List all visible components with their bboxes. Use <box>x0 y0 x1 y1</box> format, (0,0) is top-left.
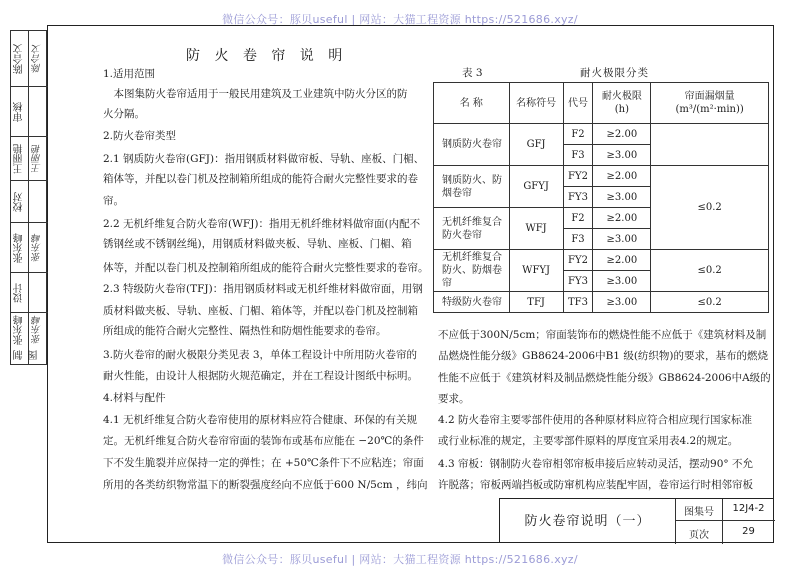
text-line: 质材料做夹板、导轨、座板、门楣、箱体等，并配以卷门机及控制箱 <box>103 305 418 317</box>
text-line: 帘。 <box>103 195 124 207</box>
cell-symbol: WFYJ <box>509 250 563 292</box>
signoff-label: 设计 <box>14 283 25 303</box>
text-line: 本图集防火卷帘适用于一般民用建筑及工业建筑中防火分区的防 <box>103 88 408 100</box>
cell-code: FY3 <box>563 187 593 208</box>
signoff-label: 校对 <box>14 192 25 212</box>
text-line: 3.防火卷帘的耐火极限分类见表 3，单体工程设计中所用防火卷帘的 <box>103 349 418 361</box>
cell-name: 无机纤维复合防火、防烟卷帘 <box>434 250 510 292</box>
header-limit: 耐火极限(h) <box>593 83 651 124</box>
cell-name: 钢质防火、防烟卷帘 <box>434 166 510 208</box>
cell-leakage: ≤0.2 <box>651 166 769 250</box>
table-row <box>434 250 769 271</box>
title-block <box>499 498 774 543</box>
text-line: 4.3 帘板：钢制防火卷帘相邻帘板串接后应转动灵活，摆动90° 不允 <box>438 458 753 470</box>
cell-limit: ≥3.00 <box>593 229 651 250</box>
watermark-top: 微信公众号：豚贝useful | 网站：大猫工程资源 https://521686.xyz/ <box>222 13 578 26</box>
signoff-signature: 王丽艳 <box>32 144 43 174</box>
cell-leakage: ≤0.2 <box>651 292 769 313</box>
table-row <box>434 166 769 187</box>
cell-limit: ≥2.00 <box>593 166 651 187</box>
page-label: 页次 <box>689 530 709 541</box>
cell-code: FY2 <box>563 250 593 271</box>
signoff-label: 制图 <box>14 350 40 360</box>
signoff-name: 王丽艳 <box>14 144 25 174</box>
cell-limit: ≥3.00 <box>593 145 651 166</box>
header-symbol: 名称符号 <box>509 83 563 124</box>
table-caption-number: 表 3 <box>462 67 483 79</box>
text-line: 耐火性能，由设计人根据防火规范确定，并在工程设计图纸中标明。 <box>103 370 418 382</box>
header-leakage-unit: (m³/(m²·min)) <box>675 104 744 115</box>
text-line: 性能不应低于《建筑材料及制品燃烧性能分级》GB8624-2006中A级的 <box>438 372 771 384</box>
page-number: 29 <box>742 526 755 537</box>
cell-symbol: GFYJ <box>509 166 563 208</box>
cell-symbol: TFJ <box>509 292 563 313</box>
cell-limit: ≥2.00 <box>593 250 651 271</box>
cell-code: F2 <box>563 208 593 229</box>
text-line: 许脱落；帘板两端挡板或防窜机构应装配牢固，卷帘运行时相邻帘板 <box>438 479 753 491</box>
cell-limit: ≥2.00 <box>593 208 651 229</box>
atlas-number-label: 图集号 <box>684 507 714 518</box>
text-line: 品燃烧性能分级》GB8624-2006中B1 级(纺织物)的要求，基布的燃烧 <box>438 350 769 362</box>
signoff-name: 张东峰 <box>14 315 25 345</box>
text-line: 或行业标准的规定，主要零部件原料的厚度宜采用表4.2的规定。 <box>438 435 739 447</box>
header-leakage <box>651 83 769 124</box>
text-line: 4.1 无机纤维复合防火卷帘使用的原材料应符合健康、环保的有关规 <box>103 414 418 426</box>
text-line: 火分隔。 <box>103 108 145 120</box>
atlas-number: 12J4-2 <box>732 503 765 514</box>
signoff-label: 审核 <box>14 102 25 122</box>
cell-name: 特级防火卷帘 <box>434 292 510 313</box>
text-line: 定。无机纤维复合防火卷帘帘面的装饰布或基布应能在 −20℃的条件 <box>103 435 424 447</box>
cell-code: F3 <box>563 145 593 166</box>
text-line: 锈钢丝或不锈钢丝绳)，用钢质材料做夹板、导轨、座板、门楣、箱 <box>103 238 412 250</box>
signoff-signature: 陈合文 <box>32 44 43 74</box>
cell-code: F3 <box>563 229 593 250</box>
text-line: 2.防火卷帘类型 <box>103 130 177 142</box>
header-code: 代号 <box>563 83 593 124</box>
cell-limit: ≥3.00 <box>593 292 651 313</box>
table-row <box>434 124 769 145</box>
header-name: 名 称 <box>434 83 510 124</box>
text-line: 4.材料与配件 <box>103 392 166 404</box>
cell-code: FY2 <box>563 166 593 187</box>
text-line: 2.1 钢质防火卷帘(GFJ)：指用钢质材料做帘板、导轨、座板、门楣、 <box>103 153 425 165</box>
header-leakage-title: 帘面漏烟量 <box>684 91 735 102</box>
text-line: 下不发生脆裂并应保持一定的弹性；在 +50℃条件下不应粘连；帘面 <box>103 457 424 469</box>
cell-leakage: ≤0.2 <box>651 250 769 292</box>
text-line: 要求。 <box>438 393 470 405</box>
table-row <box>434 292 769 313</box>
title-block-divider <box>676 520 775 521</box>
watermark-bottom: 微信公众号：豚贝useful | 网站：大猫工程资源 https://521686.xyz/ <box>222 553 578 566</box>
text-line: 不应低于300N/5cm；帘面装饰布的燃烧性能不应低于《建筑材料及制 <box>438 329 767 341</box>
text-line: 体等，并配以卷门机及控制箱所组成的能符合耐火完整性要求的卷帘。 <box>103 262 429 274</box>
cell-code: TF3 <box>563 292 593 313</box>
cell-code: F2 <box>563 124 593 145</box>
cell-limit: ≥3.00 <box>593 271 651 292</box>
signoff-strip <box>10 30 47 365</box>
table-caption: 耐火极限分类 <box>580 67 649 79</box>
cell-name: 无机纤维复合防火卷帘 <box>434 208 510 250</box>
text-line: 1.适用范围 <box>103 68 156 80</box>
drawing-name: 防火卷帘说明（一） <box>500 499 676 544</box>
text-line: 所组成的能符合耐火完整性、隔热性和防烟性能要求的卷帘。 <box>103 325 387 337</box>
text-line: 箱体等，并配以卷门机及控制箱所组成的能符合耐火完整性要求的卷 <box>103 173 418 185</box>
text-line: 2.3 特级防火卷帘(TFJ)：指用钢质材料或无机纤维材料做帘面，用钢 <box>103 283 423 295</box>
text-line: 4.2 防火卷帘主要零部件使用的各种原材料应符合相应现行国家标准 <box>438 414 753 426</box>
cell-leakage <box>651 124 769 166</box>
signoff-label: 陈合文 <box>14 44 25 74</box>
doc-title: 防 火 卷 帘 说 明 <box>186 48 348 64</box>
cell-symbol: GFJ <box>509 124 563 166</box>
cell-limit: ≥2.00 <box>593 124 651 145</box>
table-header-row <box>434 83 769 124</box>
text-line: 所用的各类纺织物常温下的断裂强度经向不应低于600 N/5cm ，纬向 <box>103 479 428 491</box>
text-line: 2.2 无机纤维复合防火卷帘(WFJ)：指用无机纤维材料做帘面(内配不 <box>103 218 421 230</box>
cell-limit: ≥3.00 <box>593 187 651 208</box>
cell-symbol: WFJ <box>509 208 563 250</box>
signoff-signature: 张东峰 <box>32 233 43 263</box>
cell-code: FY3 <box>563 271 593 292</box>
fire-resistance-table <box>433 82 769 313</box>
signoff-signature: 张东峰 <box>32 315 43 345</box>
signoff-name: 张东峰 <box>14 233 25 263</box>
cell-name: 钢质防火卷帘 <box>434 124 510 166</box>
